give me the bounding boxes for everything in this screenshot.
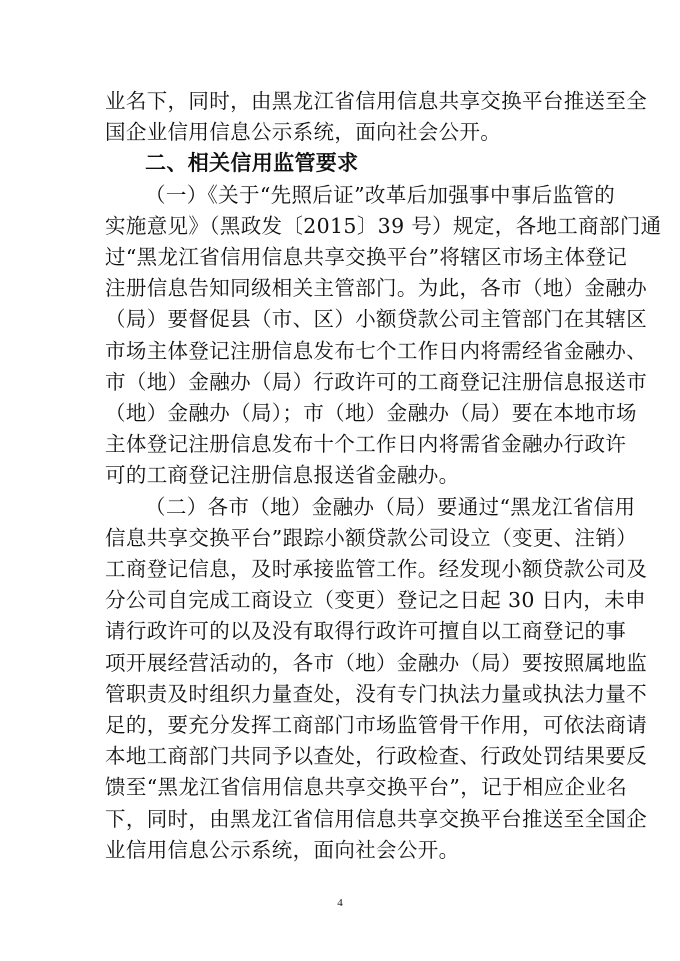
- body-line: 业名下，同时，由黑龙江省信用信息共享交换平台推送至全: [105, 89, 648, 113]
- body-line: 下，同时，由黑龙江省信用信息共享交换平台推送至全国企: [105, 806, 648, 831]
- body-line: 注册信息告知同级相关主管部门。为此，各市（地）金融办: [105, 276, 648, 301]
- body-line: 工商登记信息，及时承接监管工作。经发现小额贷款公司及: [105, 557, 648, 581]
- body-line: 可的工商登记注册信息报送省金融办。: [105, 463, 460, 488]
- body-line: 请行政许可的以及没有取得行政许可擅自以工商登记的事: [105, 619, 627, 644]
- body-line: （二）各市（地）金融办（局）要通过“黑龙江省信用: [145, 494, 636, 519]
- section-heading: 二、相关信用监管要求: [145, 151, 359, 176]
- body-line: 市（地）金融办（局）行政许可的工商登记注册信息报送市: [105, 369, 648, 394]
- body-line: 分公司自完成工商设立（变更）登记之日起 30 日内，未申: [105, 588, 646, 613]
- body-line: 项开展经营活动的，各市（地）金融办（局）要按照属地监: [105, 650, 648, 675]
- body-line: 管职责及时组织力量查处，没有专门执法力量或执法力量不: [105, 681, 648, 706]
- body-line: 馈至“黑龙江省信用信息共享交换平台”，记于相应企业名: [105, 775, 628, 800]
- body-line: （地）金融办（局）；市（地）金融办（局）要在本地市场: [105, 401, 637, 425]
- body-line: （局）要督促县（市、区）小额贷款公司主管部门在其辖区: [105, 307, 648, 332]
- body-line: 业信用信息公示系统，面向社会公开。: [105, 837, 460, 862]
- page-number: 4: [337, 897, 343, 909]
- body-line: 国企业信用信息公示系统，面向社会公开。: [105, 120, 502, 145]
- body-line: 市场主体登记注册信息发布七个工作日内将需经省金融办、: [105, 338, 648, 363]
- body-line: 过“黑龙江省信用信息共享交换平台”将辖区市场主体登记: [105, 245, 628, 269]
- body-line: 足的，要充分发挥工商部门市场监管骨干作用，可依法商请: [105, 713, 648, 737]
- body-line: （一）《关于“先照后证”改革后加强事中事后监管的: [145, 182, 616, 207]
- body-line: 信息共享交换平台”跟踪小额贷款公司设立（变更、注销）: [105, 525, 638, 550]
- body-line: 本地工商部门共同予以查处，行政检查、行政处罚结果要反: [105, 744, 648, 769]
- body-line: 实施意见》（黑政发〔2015〕39 号）规定，各地工商部门通: [105, 213, 662, 238]
- body-line: 主体登记注册信息发布十个工作日内将需省金融办行政许: [105, 432, 627, 457]
